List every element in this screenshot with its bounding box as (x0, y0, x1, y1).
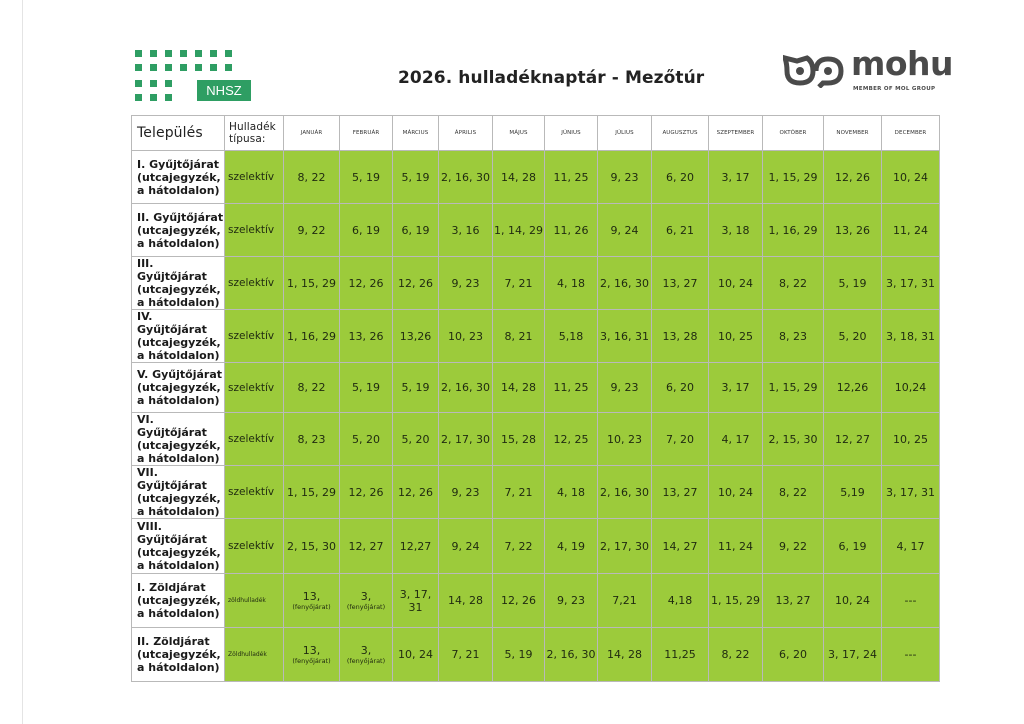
collection-dates-cell: 3, 16 (439, 204, 493, 257)
collection-dates-cell: 5, 20 (824, 310, 882, 363)
header-month: JÚNIUS (545, 116, 598, 151)
collection-dates-cell: 4, 18 (545, 257, 598, 310)
collection-dates-cell: 3, 16, 31 (598, 310, 652, 363)
route-name: VIII. Gyűjtőjárat (utcajegyzék, a hátoldalon) (132, 519, 225, 574)
collection-dates-cell: 14, 28 (493, 363, 545, 413)
waste-type: szelektív (225, 310, 284, 363)
table-row (132, 466, 940, 519)
collection-dates-cell: 15, 28 (493, 413, 545, 466)
collection-dates-cell: 3, 17 (709, 363, 763, 413)
collection-dates-cell: 10, 24 (824, 574, 882, 628)
table-row (132, 413, 940, 466)
waste-type: szelektív (225, 466, 284, 519)
table-row (132, 363, 940, 413)
collection-dates-cell: 5, 19 (340, 363, 393, 413)
collection-dates-cell: 2, 17, 30 (598, 519, 652, 574)
route-name: V. Gyűjtőjárat (utcajegyzék, a hátoldalon) (132, 363, 225, 413)
collection-dates-cell: 12, 26 (393, 257, 439, 310)
table-row (132, 257, 940, 310)
fir-collection-note: (fenyőjárat) (292, 657, 331, 665)
collection-dates-cell: 6, 19 (340, 204, 393, 257)
collection-dates: 13, (302, 644, 321, 657)
table-row (132, 151, 940, 204)
collection-dates-cell: 10, 24 (709, 257, 763, 310)
collection-dates-cell: 3, 17, 31 (393, 574, 439, 628)
collection-dates-cell (340, 574, 393, 628)
header-month: AUGUSZTUS (652, 116, 709, 151)
collection-dates-cell: 10, 24 (393, 628, 439, 682)
collection-dates-cell: 8, 22 (763, 466, 824, 519)
waste-type: zöldhulladék (225, 574, 284, 628)
collection-dates-cell: 6, 20 (652, 151, 709, 204)
collection-dates-cell: 8, 22 (763, 257, 824, 310)
collection-dates-cell: 11, 25 (545, 151, 598, 204)
waste-type: szelektív (225, 257, 284, 310)
header-month: MÁRCIUS (393, 116, 439, 151)
collection-dates-cell: 8, 23 (763, 310, 824, 363)
header-month: ÁPRILIS (439, 116, 493, 151)
nhsz-logo (135, 50, 240, 102)
header-settlement: Település (132, 116, 225, 151)
collection-dates-cell: 1, 16, 29 (284, 310, 340, 363)
header-month: JÚLIUS (598, 116, 652, 151)
page-edge (22, 0, 23, 724)
collection-dates-cell: 10, 23 (439, 310, 493, 363)
collection-dates-cell: 5,18 (545, 310, 598, 363)
header-waste-type: Hulladék típusa: (225, 116, 284, 151)
collection-dates-cell: 7,21 (598, 574, 652, 628)
collection-dates-cell: 6, 19 (393, 204, 439, 257)
collection-dates-cell: 13, 27 (763, 574, 824, 628)
collection-dates-cell: 13, 28 (652, 310, 709, 363)
mohu-owl-icon (783, 54, 845, 88)
collection-dates-cell: 1, 15, 29 (763, 363, 824, 413)
collection-dates-cell: 1, 16, 29 (763, 204, 824, 257)
collection-dates-cell: 11, 24 (882, 204, 940, 257)
collection-dates-cell: 10, 24 (709, 466, 763, 519)
collection-dates-cell: 13,26 (393, 310, 439, 363)
route-name: I. Zöldjárat (utcajegyzék, a hátoldalon) (132, 574, 225, 628)
collection-dates-cell: 2, 16, 30 (545, 628, 598, 682)
header-month: DECEMBER (882, 116, 940, 151)
collection-dates-cell: 13, 26 (824, 204, 882, 257)
collection-dates-cell: 14, 28 (439, 574, 493, 628)
collection-dates-cell: 3, 17, 24 (824, 628, 882, 682)
collection-dates-cell: 6, 20 (652, 363, 709, 413)
header-month: MÁJUS (493, 116, 545, 151)
mohu-logo (783, 44, 954, 95)
header-month: JANUÁR (284, 116, 340, 151)
collection-dates-cell: 12, 25 (545, 413, 598, 466)
collection-dates-cell: 12, 26 (340, 257, 393, 310)
collection-dates-cell: 10, 25 (882, 413, 940, 466)
collection-dates: 3, (360, 590, 372, 603)
route-name: II. Zöldjárat (utcajegyzék, a hátoldalon) (132, 628, 225, 682)
collection-dates-cell: 8, 22 (284, 151, 340, 204)
collection-dates-cell: 11,25 (652, 628, 709, 682)
route-name: IV. Gyűjtőjárat (utcajegyzék, a hátoldalon) (132, 310, 225, 363)
collection-dates-cell: --- (882, 628, 940, 682)
collection-dates-cell: 10, 23 (598, 413, 652, 466)
fir-collection-note: (fenyőjárat) (346, 657, 386, 665)
collection-dates-cell: 4, 17 (709, 413, 763, 466)
collection-dates-cell: 12, 26 (493, 574, 545, 628)
waste-type: szelektív (225, 204, 284, 257)
collection-dates-cell: 5,19 (824, 466, 882, 519)
collection-dates-cell: 2, 17, 30 (439, 413, 493, 466)
collection-dates-cell: 4, 18 (545, 466, 598, 519)
route-name: II. Gyűjtőjárat (utcajegyzék, a hátoldalon) (132, 204, 225, 257)
collection-dates-cell: 14, 28 (598, 628, 652, 682)
route-name: VII. Gyűjtőjárat (utcajegyzék, a hátoldalon) (132, 466, 225, 519)
collection-dates-cell: 12, 26 (393, 466, 439, 519)
collection-dates-cell (340, 628, 393, 682)
waste-type: szelektív (225, 363, 284, 413)
collection-dates-cell: 4,18 (652, 574, 709, 628)
collection-dates-cell: 13, 26 (340, 310, 393, 363)
collection-dates-cell: 9, 24 (439, 519, 493, 574)
collection-dates-cell: 7, 21 (493, 466, 545, 519)
collection-dates-cell: 4, 19 (545, 519, 598, 574)
collection-dates: 13, (302, 590, 321, 603)
collection-dates-cell: 6, 19 (824, 519, 882, 574)
waste-type: szelektív (225, 519, 284, 574)
collection-dates-cell: 9, 23 (439, 466, 493, 519)
collection-dates-cell: 5, 20 (393, 413, 439, 466)
collection-dates-cell: 9, 23 (598, 151, 652, 204)
collection-dates-cell: 3, 18 (709, 204, 763, 257)
collection-dates-cell: 7, 21 (439, 628, 493, 682)
collection-dates-cell: 2, 16, 30 (598, 466, 652, 519)
collection-dates-cell: 5, 19 (824, 257, 882, 310)
collection-dates-cell: 6, 20 (763, 628, 824, 682)
route-name: III. Gyűjtőjárat (utcajegyzék, a hátoldalon) (132, 257, 225, 310)
collection-dates-cell: 14, 28 (493, 151, 545, 204)
waste-type: Zöldhulladék (225, 628, 284, 682)
collection-dates-cell: 8, 21 (493, 310, 545, 363)
collection-dates-cell: 8, 23 (284, 413, 340, 466)
collection-dates-cell: --- (882, 574, 940, 628)
collection-dates-cell: 1, 15, 29 (284, 466, 340, 519)
header-row (132, 116, 940, 151)
header-month: NOVEMBER (824, 116, 882, 151)
collection-dates-cell: 5, 19 (493, 628, 545, 682)
collection-dates-cell: 8, 22 (284, 363, 340, 413)
collection-dates-cell: 2, 16, 30 (439, 151, 493, 204)
collection-dates-cell: 13, 27 (652, 257, 709, 310)
collection-dates-cell: 7, 22 (493, 519, 545, 574)
collection-dates-cell: 3, 17, 31 (882, 257, 940, 310)
header-month: SZEPTEMBER (709, 116, 763, 151)
table-row (132, 574, 940, 628)
collection-dates-cell: 2, 15, 30 (763, 413, 824, 466)
collection-dates-cell: 14, 27 (652, 519, 709, 574)
collection-dates-cell: 5, 20 (340, 413, 393, 466)
table-row (132, 519, 940, 574)
collection-dates-cell (284, 628, 340, 682)
collection-dates-cell: 9, 22 (284, 204, 340, 257)
waste-type: szelektív (225, 413, 284, 466)
collection-dates-cell (284, 574, 340, 628)
collection-dates-cell: 7, 21 (493, 257, 545, 310)
page-title: 2026. hulladéknaptár - Mezőtúr (398, 68, 705, 88)
collection-dates-cell: 10, 25 (709, 310, 763, 363)
collection-dates-cell: 11, 24 (709, 519, 763, 574)
collection-dates-cell: 9, 23 (545, 574, 598, 628)
collection-dates-cell: 9, 24 (598, 204, 652, 257)
collection-dates-cell: 6, 21 (652, 204, 709, 257)
collection-dates-cell: 11, 26 (545, 204, 598, 257)
collection-dates-cell: 8, 22 (709, 628, 763, 682)
collection-dates-cell: 1, 15, 29 (763, 151, 824, 204)
collection-dates-cell: 1, 14, 29 (493, 204, 545, 257)
route-name: I. Gyűjtőjárat (utcajegyzék, a hátoldalon) (132, 151, 225, 204)
collection-dates-cell: 7, 20 (652, 413, 709, 466)
collection-dates-cell: 12,27 (393, 519, 439, 574)
collection-dates-cell: 10,24 (882, 363, 940, 413)
collection-dates-cell: 12, 26 (824, 151, 882, 204)
collection-dates-cell: 12, 26 (340, 466, 393, 519)
waste-calendar-table (131, 115, 940, 682)
collection-dates-cell: 5, 19 (393, 151, 439, 204)
collection-dates-cell: 2, 15, 30 (284, 519, 340, 574)
collection-dates-cell: 2, 16, 30 (598, 257, 652, 310)
mohu-logo-text: mohu (851, 44, 954, 83)
collection-dates-cell: 13, 27 (652, 466, 709, 519)
header-month: FEBRUÁR (340, 116, 393, 151)
collection-dates-cell: 9, 23 (439, 257, 493, 310)
fir-collection-note: (fenyőjárat) (346, 603, 386, 611)
fir-collection-note: (fenyőjárat) (292, 603, 331, 611)
nhsz-logo-text: NHSZ (197, 80, 251, 101)
collection-dates-cell: 11, 25 (545, 363, 598, 413)
table-row (132, 628, 940, 682)
collection-dates-cell: 3, 18, 31 (882, 310, 940, 363)
collection-dates-cell: 1, 15, 29 (284, 257, 340, 310)
collection-dates-cell: 5, 19 (393, 363, 439, 413)
mohu-logo-subtitle: MEMBER OF MOL GROUP (853, 86, 936, 92)
collection-dates-cell: 10, 24 (882, 151, 940, 204)
collection-dates-cell: 2, 16, 30 (439, 363, 493, 413)
collection-dates-cell: 12,26 (824, 363, 882, 413)
waste-type: szelektív (225, 151, 284, 204)
table-row (132, 204, 940, 257)
header-month: OKTÓBER (763, 116, 824, 151)
route-name: VI. Gyűjtőjárat (utcajegyzék, a hátoldalon) (132, 413, 225, 466)
collection-dates-cell: 3, 17, 31 (882, 466, 940, 519)
collection-dates-cell: 12, 27 (340, 519, 393, 574)
collection-dates-cell: 9, 23 (598, 363, 652, 413)
collection-dates-cell: 9, 22 (763, 519, 824, 574)
collection-dates-cell: 3, 17 (709, 151, 763, 204)
collection-dates-cell: 4, 17 (882, 519, 940, 574)
collection-dates-cell: 1, 15, 29 (709, 574, 763, 628)
collection-dates-cell: 5, 19 (340, 151, 393, 204)
collection-dates-cell: 12, 27 (824, 413, 882, 466)
collection-dates: 3, (360, 644, 372, 657)
table-row (132, 310, 940, 363)
